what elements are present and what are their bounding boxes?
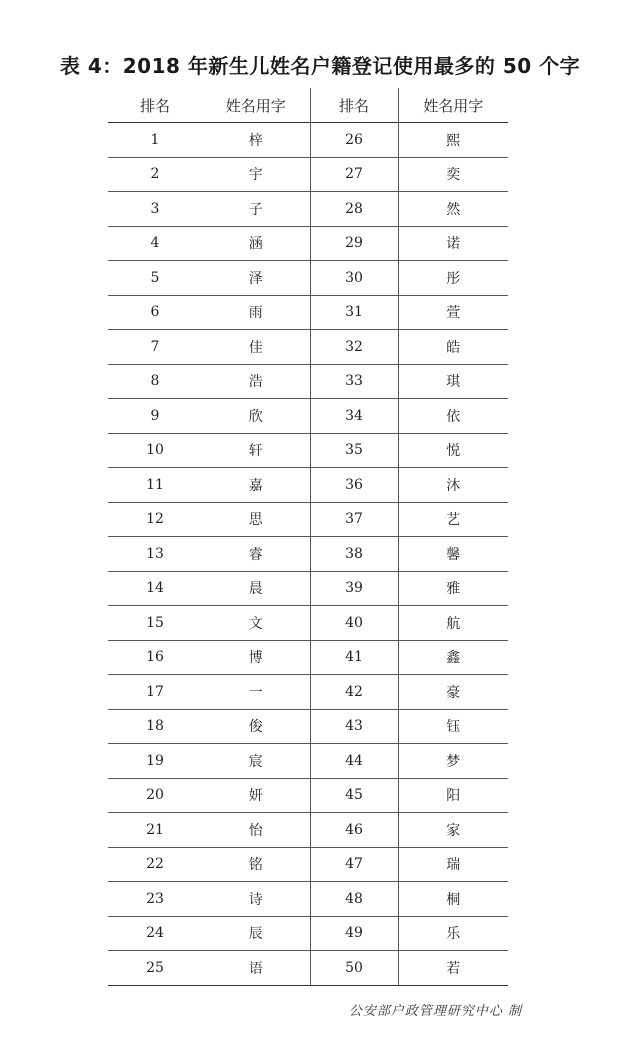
rank-cell: 33 — [310, 364, 398, 399]
rank-cell: 14 — [108, 571, 202, 606]
rank-cell: 34 — [310, 399, 398, 434]
rank-cell: 45 — [310, 778, 398, 813]
table-row — [108, 916, 508, 951]
character-cell: 诗 — [202, 882, 310, 917]
character-cell: 然 — [398, 192, 508, 227]
header-rank-left: 排名 — [108, 88, 202, 123]
table-row — [108, 606, 508, 641]
character-cell: 一 — [202, 675, 310, 710]
rank-cell: 41 — [310, 640, 398, 675]
rank-cell: 7 — [108, 330, 202, 365]
character-cell: 艺 — [398, 502, 508, 537]
table-row — [108, 571, 508, 606]
table-row — [108, 709, 508, 744]
character-cell: 钰 — [398, 709, 508, 744]
rank-cell: 31 — [310, 295, 398, 330]
rank-cell: 23 — [108, 882, 202, 917]
character-cell: 家 — [398, 813, 508, 848]
rank-cell: 49 — [310, 916, 398, 951]
character-cell: 琪 — [398, 364, 508, 399]
table-row — [108, 502, 508, 537]
character-cell: 熙 — [398, 123, 508, 158]
table-row — [108, 364, 508, 399]
table-row — [108, 192, 508, 227]
header-rank-right: 排名 — [310, 88, 398, 123]
character-cell: 怡 — [202, 813, 310, 848]
rank-cell: 20 — [108, 778, 202, 813]
rank-cell: 48 — [310, 882, 398, 917]
table-row — [108, 951, 508, 986]
character-cell: 桐 — [398, 882, 508, 917]
header-character-right: 姓名用字 — [398, 88, 508, 123]
rank-cell: 42 — [310, 675, 398, 710]
rank-cell: 46 — [310, 813, 398, 848]
character-cell: 睿 — [202, 537, 310, 572]
character-cell: 博 — [202, 640, 310, 675]
character-cell: 阳 — [398, 778, 508, 813]
character-cell: 航 — [398, 606, 508, 641]
rank-cell: 21 — [108, 813, 202, 848]
table-row — [108, 261, 508, 296]
character-cell: 涵 — [202, 226, 310, 261]
rank-cell: 12 — [108, 502, 202, 537]
table-row — [108, 123, 508, 158]
table-header-row — [108, 88, 508, 123]
character-cell: 文 — [202, 606, 310, 641]
character-cell: 奕 — [398, 157, 508, 192]
rank-cell: 9 — [108, 399, 202, 434]
rank-cell: 3 — [108, 192, 202, 227]
table-row — [108, 468, 508, 503]
rank-cell: 25 — [108, 951, 202, 986]
rank-cell: 6 — [108, 295, 202, 330]
rank-cell: 4 — [108, 226, 202, 261]
character-cell: 诺 — [398, 226, 508, 261]
character-cell: 依 — [398, 399, 508, 434]
character-cell: 悦 — [398, 433, 508, 468]
character-cell: 萱 — [398, 295, 508, 330]
rank-cell: 26 — [310, 123, 398, 158]
rank-cell: 22 — [108, 847, 202, 882]
table-row — [108, 675, 508, 710]
character-cell: 宇 — [202, 157, 310, 192]
character-cell: 辰 — [202, 916, 310, 951]
rank-cell: 19 — [108, 744, 202, 779]
rank-cell: 32 — [310, 330, 398, 365]
document-title: 表 4：2018 年新生儿姓名户籍登记使用最多的 50 个字 — [59, 54, 581, 78]
rank-cell: 18 — [108, 709, 202, 744]
rank-cell: 15 — [108, 606, 202, 641]
rank-cell: 17 — [108, 675, 202, 710]
character-cell: 宸 — [202, 744, 310, 779]
rank-cell: 47 — [310, 847, 398, 882]
character-cell: 乐 — [398, 916, 508, 951]
character-cell: 子 — [202, 192, 310, 227]
character-cell: 若 — [398, 951, 508, 986]
rank-cell: 1 — [108, 123, 202, 158]
character-cell: 嘉 — [202, 468, 310, 503]
rank-cell: 13 — [108, 537, 202, 572]
character-cell: 泽 — [202, 261, 310, 296]
character-cell: 铭 — [202, 847, 310, 882]
table-row — [108, 744, 508, 779]
character-cell: 鑫 — [398, 640, 508, 675]
table-body — [108, 123, 508, 986]
rank-cell: 5 — [108, 261, 202, 296]
rank-cell: 38 — [310, 537, 398, 572]
character-cell: 轩 — [202, 433, 310, 468]
rank-cell: 36 — [310, 468, 398, 503]
rank-cell: 28 — [310, 192, 398, 227]
table-row — [108, 778, 508, 813]
rank-cell: 10 — [108, 433, 202, 468]
table-row — [108, 295, 508, 330]
rank-cell: 11 — [108, 468, 202, 503]
rank-cell: 40 — [310, 606, 398, 641]
table-row — [108, 813, 508, 848]
table-row — [108, 537, 508, 572]
rank-cell: 44 — [310, 744, 398, 779]
name-ranking-table — [108, 88, 508, 986]
character-cell: 瑞 — [398, 847, 508, 882]
character-cell: 俊 — [202, 709, 310, 744]
table-row — [108, 433, 508, 468]
character-cell: 浩 — [202, 364, 310, 399]
table-row — [108, 330, 508, 365]
character-cell: 皓 — [398, 330, 508, 365]
character-cell: 沐 — [398, 468, 508, 503]
character-cell: 雅 — [398, 571, 508, 606]
rank-cell: 29 — [310, 226, 398, 261]
rank-cell: 43 — [310, 709, 398, 744]
rank-cell: 2 — [108, 157, 202, 192]
character-cell: 晨 — [202, 571, 310, 606]
table-row — [108, 847, 508, 882]
character-cell: 语 — [202, 951, 310, 986]
header-character-left: 姓名用字 — [202, 88, 310, 123]
table-row — [108, 399, 508, 434]
character-cell: 馨 — [398, 537, 508, 572]
rank-cell: 27 — [310, 157, 398, 192]
table-row — [108, 882, 508, 917]
source-credit: 公安部户政管理研究中心 制 — [348, 1004, 522, 1019]
character-cell: 豪 — [398, 675, 508, 710]
rank-cell: 39 — [310, 571, 398, 606]
rank-cell: 35 — [310, 433, 398, 468]
character-cell: 思 — [202, 502, 310, 537]
character-cell: 雨 — [202, 295, 310, 330]
rank-cell: 37 — [310, 502, 398, 537]
rank-cell: 16 — [108, 640, 202, 675]
character-cell: 欣 — [202, 399, 310, 434]
rank-cell: 24 — [108, 916, 202, 951]
character-cell: 佳 — [202, 330, 310, 365]
table-row — [108, 226, 508, 261]
character-cell: 妍 — [202, 778, 310, 813]
character-cell: 梦 — [398, 744, 508, 779]
rank-cell: 50 — [310, 951, 398, 986]
character-cell: 梓 — [202, 123, 310, 158]
rank-cell: 8 — [108, 364, 202, 399]
character-cell: 彤 — [398, 261, 508, 296]
table-row — [108, 640, 508, 675]
rank-cell: 30 — [310, 261, 398, 296]
table-row — [108, 157, 508, 192]
